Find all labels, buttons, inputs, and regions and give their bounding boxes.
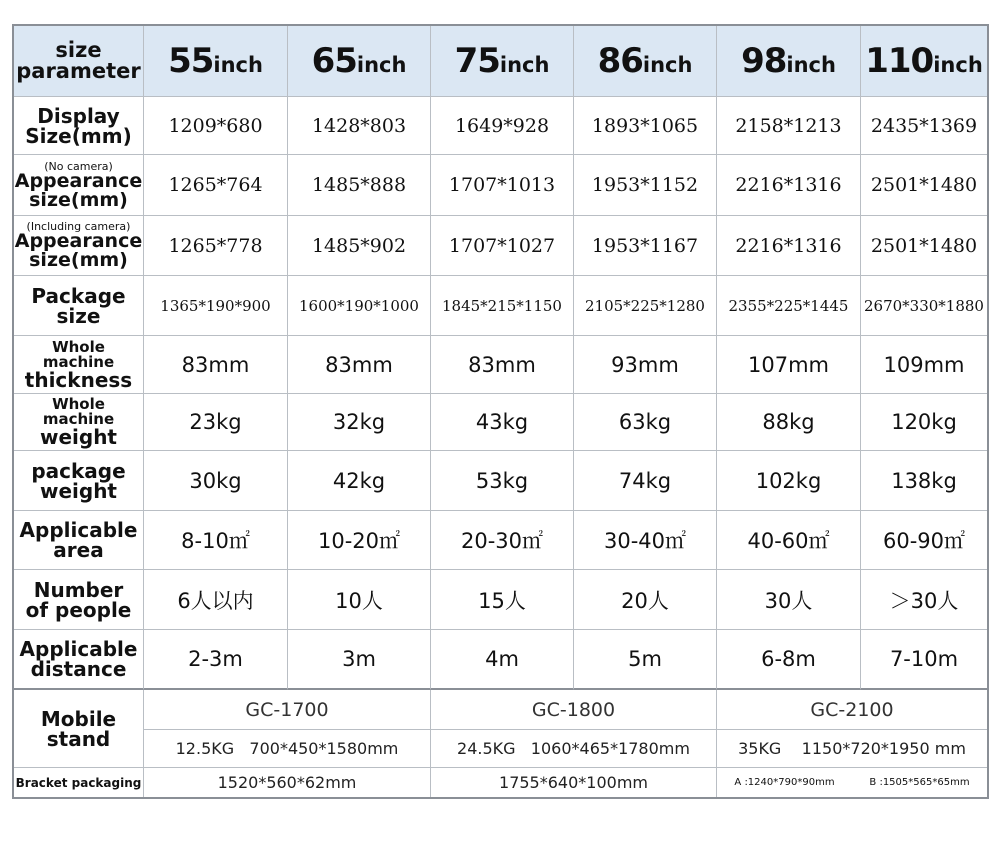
stand-spec-gc1800: 24.5KG 1060*465*1780mm <box>431 730 717 768</box>
table-cell: 2105*225*1280 <box>574 276 717 336</box>
table-cell: 83mm <box>288 336 431 394</box>
row-label-weight: Whole machine weight <box>14 394 144 451</box>
table-cell: 107mm <box>717 336 861 394</box>
table-cell: 1365*190*900 <box>144 276 288 336</box>
table-cell: ＞30人 <box>861 570 987 630</box>
row-label-thickness: Whole machine thickness <box>14 336 144 394</box>
row-label-number-of-people: Number of people <box>14 570 144 630</box>
table-cell: 2216*1316 <box>717 216 861 276</box>
table-cell: 1707*1013 <box>431 155 574 216</box>
table-cell: 6人以内 <box>144 570 288 630</box>
table-cell: 10人 <box>288 570 431 630</box>
row-label-appearance-with-camera: (Including camera) Appearance size(mm) <box>14 216 144 276</box>
table-cell: 2216*1316 <box>717 155 861 216</box>
row-label-applicable-distance: Applicable distance <box>14 630 144 690</box>
bracket-option-a: A :1240*790*90mm <box>734 777 835 788</box>
corner-header <box>14 26 144 97</box>
table-cell: 2501*1480 <box>861 216 987 276</box>
table-cell: 109mm <box>861 336 987 394</box>
table-cell: 63kg <box>574 394 717 451</box>
stand-spec-gc2100: 35KG 1150*720*1950 mm <box>717 730 987 768</box>
table-cell: 138kg <box>861 451 987 511</box>
table-cell: 2158*1213 <box>717 97 861 155</box>
table-cell: 2435*1369 <box>861 97 987 155</box>
table-cell: 93mm <box>574 336 717 394</box>
table-cell: 60-90㎡ <box>861 511 987 570</box>
stand-model-gc2100: GC-2100 <box>717 690 987 730</box>
table-cell: 1265*778 <box>144 216 288 276</box>
size-header-110: 110inch <box>861 26 987 97</box>
table-cell: 1485*902 <box>288 216 431 276</box>
bracket-value-3 <box>717 768 987 797</box>
table-cell: 1953*1152 <box>574 155 717 216</box>
table-cell: 10-20㎡ <box>288 511 431 570</box>
table-cell: 1265*764 <box>144 155 288 216</box>
table-cell: 2501*1480 <box>861 155 987 216</box>
row-label-display-size: Display Size(mm) <box>14 97 144 155</box>
table-cell: 30-40㎡ <box>574 511 717 570</box>
table-cell: 7-10m <box>861 630 987 690</box>
row-label-appearance-no-camera: (No camera) Appearance size(mm) <box>14 155 144 216</box>
corner-line2: parameter <box>16 59 141 83</box>
row-label-package-size: Package size <box>14 276 144 336</box>
table-cell: 102kg <box>717 451 861 511</box>
table-cell: 30kg <box>144 451 288 511</box>
table-cell: 120kg <box>861 394 987 451</box>
stand-model-gc1700: GC-1700 <box>144 690 431 730</box>
size-header-75: 75inch <box>431 26 574 97</box>
size-header-98: 98inch <box>717 26 861 97</box>
spec-table <box>12 24 989 799</box>
row-label-package-weight: package weight <box>14 451 144 511</box>
size-header-65: 65inch <box>288 26 431 97</box>
row-label-mobile-stand: Mobile stand <box>14 690 144 768</box>
table-cell: 23kg <box>144 394 288 451</box>
table-cell: 40-60㎡ <box>717 511 861 570</box>
table-cell: 20人 <box>574 570 717 630</box>
table-cell: 1893*1065 <box>574 97 717 155</box>
stand-spec-gc1700: 12.5KG 700*450*1580mm <box>144 730 431 768</box>
table-cell: 2670*330*1880 <box>861 276 987 336</box>
row-label-bracket-packaging: Bracket packaging <box>14 768 144 797</box>
table-cell: 43kg <box>431 394 574 451</box>
bracket-option-b: B :1505*565*65mm <box>869 777 970 788</box>
table-cell: 1600*190*1000 <box>288 276 431 336</box>
table-cell: 2-3m <box>144 630 288 690</box>
table-cell: 1845*215*1150 <box>431 276 574 336</box>
table-cell: 32kg <box>288 394 431 451</box>
table-cell: 1209*680 <box>144 97 288 155</box>
bracket-value-1: 1520*560*62mm <box>144 768 431 797</box>
size-header-86: 86inch <box>574 26 717 97</box>
table-cell: 83mm <box>144 336 288 394</box>
table-cell: 3m <box>288 630 431 690</box>
table-cell: 4m <box>431 630 574 690</box>
table-cell: 74kg <box>574 451 717 511</box>
table-cell: 2355*225*1445 <box>717 276 861 336</box>
table-cell: 1953*1167 <box>574 216 717 276</box>
corner-line1: size <box>55 38 102 62</box>
stand-model-gc1800: GC-1800 <box>431 690 717 730</box>
table-cell: 1649*928 <box>431 97 574 155</box>
table-cell: 30人 <box>717 570 861 630</box>
table-cell: 53kg <box>431 451 574 511</box>
table-cell: 88kg <box>717 394 861 451</box>
bracket-value-2: 1755*640*100mm <box>431 768 717 797</box>
table-cell: 1485*888 <box>288 155 431 216</box>
table-cell: 15人 <box>431 570 574 630</box>
table-cell: 1707*1027 <box>431 216 574 276</box>
row-label-applicable-area: Applicable area <box>14 511 144 570</box>
table-cell: 6-8m <box>717 630 861 690</box>
table-cell: 5m <box>574 630 717 690</box>
table-cell: 83mm <box>431 336 574 394</box>
size-header-55: 55inch <box>144 26 288 97</box>
table-cell: 20-30㎡ <box>431 511 574 570</box>
table-cell: 1428*803 <box>288 97 431 155</box>
table-cell: 42kg <box>288 451 431 511</box>
table-cell: 8-10㎡ <box>144 511 288 570</box>
